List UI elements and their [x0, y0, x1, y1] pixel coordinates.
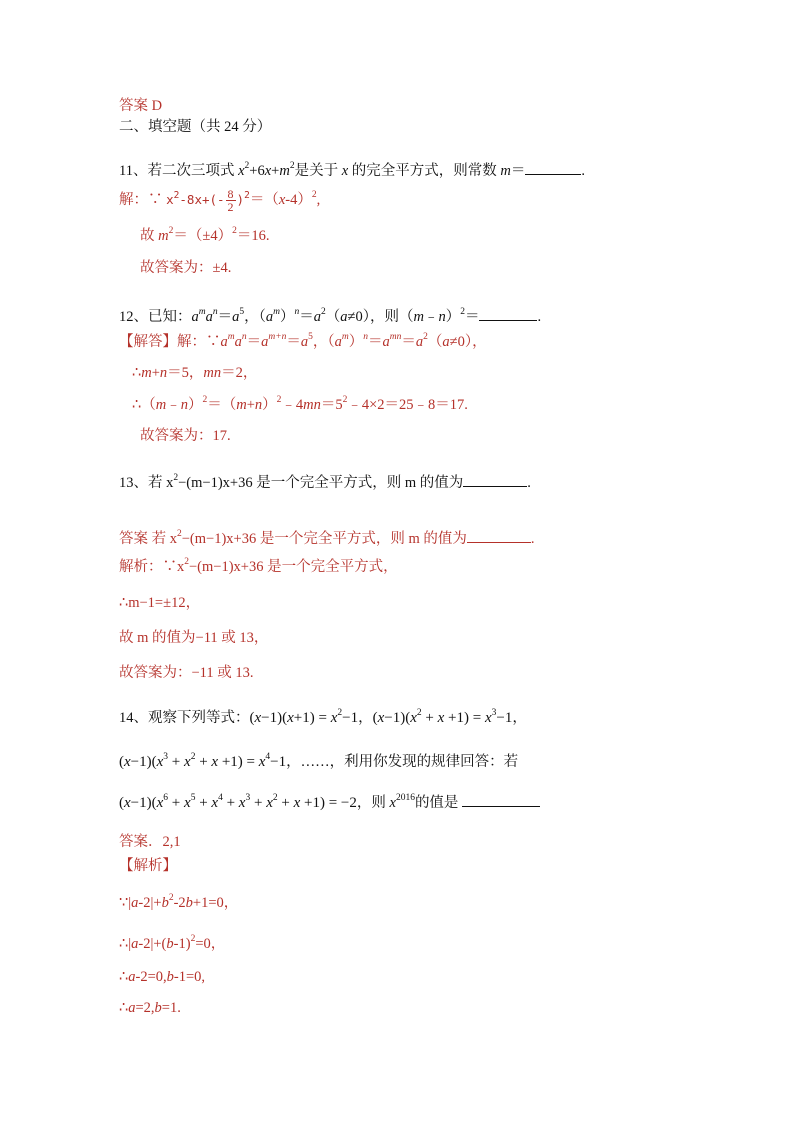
- q14-analysis-line3: ∴a-2=0,b-1=0,: [119, 969, 206, 985]
- q12-answer-blank: [479, 306, 537, 321]
- q13-answer-line1: 答案 若 $x^2-(m-1)x+36$ 是一个完全平方式，则 m 的值为 .: [119, 529, 535, 547]
- q11-frac-den: 2: [227, 200, 234, 214]
- q14-mid-text: ，……，利用你发现的规律回答：若: [286, 754, 519, 770]
- q11-var-m: m: [500, 163, 511, 179]
- q11-solution-line1: 解：∵ $x^2-8x+(-$ $\frac{8}{2}$ )$^2=(x-4)^2$,: [119, 187, 321, 214]
- q14-exponent: 2016: [395, 793, 415, 804]
- q14-text-a: ，则: [356, 795, 390, 811]
- q13-stem: 13、若 $x^2-(m-1)x+36$ 是一个完全平方式，则 m 的值为 .: [119, 473, 531, 491]
- q12-solution-line1: 【解答】解：$\because a^ma^n=a^{m+n}=a^5$，$(a^m)^n=a^{mn}=a^2(a\ne 0)$，: [119, 332, 487, 350]
- q11-stem-text-a: 11、若二次三项式: [119, 163, 239, 179]
- q14-analysis-line2: $\therefore|a-2|+(b-1)^2=0$，: [119, 934, 226, 952]
- q11-answer-blank: [525, 160, 581, 175]
- q11-stem-text-b: 是关于: [294, 163, 342, 179]
- q11-solution-line3: 故答案为：±4.: [140, 260, 232, 276]
- q11-var-x: x: [341, 163, 349, 179]
- q10-answer: 答案 D: [119, 98, 163, 114]
- q13-answer-line2: 解析：$\because x^2-(m-1)x+36$ 是一个完全平方式，: [119, 557, 398, 575]
- q11-solution-line2: 故 $m^2=(\pm 4)^2=16$.: [140, 226, 270, 244]
- section-title: 二、填空题（共 24 分）: [119, 119, 272, 135]
- q11-fraction: [226, 188, 236, 213]
- q13-answer-line-blank: [467, 528, 531, 543]
- q14-var: x: [389, 795, 396, 811]
- q13-answer-blank: [463, 472, 527, 487]
- q14-analysis-line1: $\because|a-2|+b^2-2b+1=0$，: [119, 893, 239, 911]
- q13-answer-line1-end: .: [530, 531, 535, 547]
- q14-analysis-line4: ∴a=2,b=1.: [119, 1000, 181, 1016]
- q14-analysis-tag: 【解析】: [119, 858, 177, 874]
- q14-stem-line3: $(x-1)(x^6 + x^5 + x^4 + x^3 + x^2 + x +1) = -2$，则 $x^{2016}$的值是: [119, 792, 540, 813]
- q12-stem: 12、已知：$a^ma^n=a^5$，$(a^m)^n=a^2(a\ne 0)$，则（m﹣n）$^2$＝ .: [119, 307, 542, 325]
- q12-solution-line2: ∴m+n＝5，mn＝2，: [132, 365, 258, 381]
- q13-answer-line5: 故答案为：−11 或 13.: [119, 665, 254, 681]
- q11-sol-prefix: 解：∵: [119, 191, 167, 208]
- q13-stem-end: .: [527, 475, 531, 491]
- q12-solution-line3: $\therefore(m﹣n)^2=(m+n)^2﹣4mn=5^2﹣4\times 2=25﹣8=17$.: [132, 395, 468, 413]
- q12-solution-line4: 故答案为：17.: [140, 428, 231, 444]
- q13-answer-line3: ∴m−1=±12，: [119, 595, 201, 611]
- q11-stem-end: .: [581, 163, 585, 179]
- q12-sol-tag: 【解答】: [119, 334, 177, 350]
- q11-stem: 11、若二次三项式 $x^2+6x+m^2$是关于 x 的完全平方式，则常数 m＝ .: [119, 161, 585, 179]
- q14-text-b: 的值是: [414, 795, 463, 811]
- q14-stem-line2: $(x-1)(x^3 + x^2 + x +1) = x^4-1$，……，利用你发现的规律回答：若: [119, 752, 519, 770]
- q13-answer-line4: 故 m 的值为−11 或 13，: [119, 630, 269, 646]
- q11-equals: ＝: [510, 163, 526, 179]
- q11-frac-num: 8: [227, 187, 234, 201]
- q14-stem-line1: 14、观察下列等式：$(x-1)(x+1) = x^2-1$，$(x-1)(x^2 + x +1) = x^3-1$，: [119, 708, 527, 726]
- q14-answer: 答案．2,1: [119, 834, 181, 850]
- q14-answer-blank: [462, 792, 540, 807]
- q12-stem-end: .: [537, 309, 542, 325]
- q11-stem-text-c: 的完全平方式，则常数: [348, 163, 501, 179]
- q14-intro: 14、观察下列等式：: [119, 710, 250, 726]
